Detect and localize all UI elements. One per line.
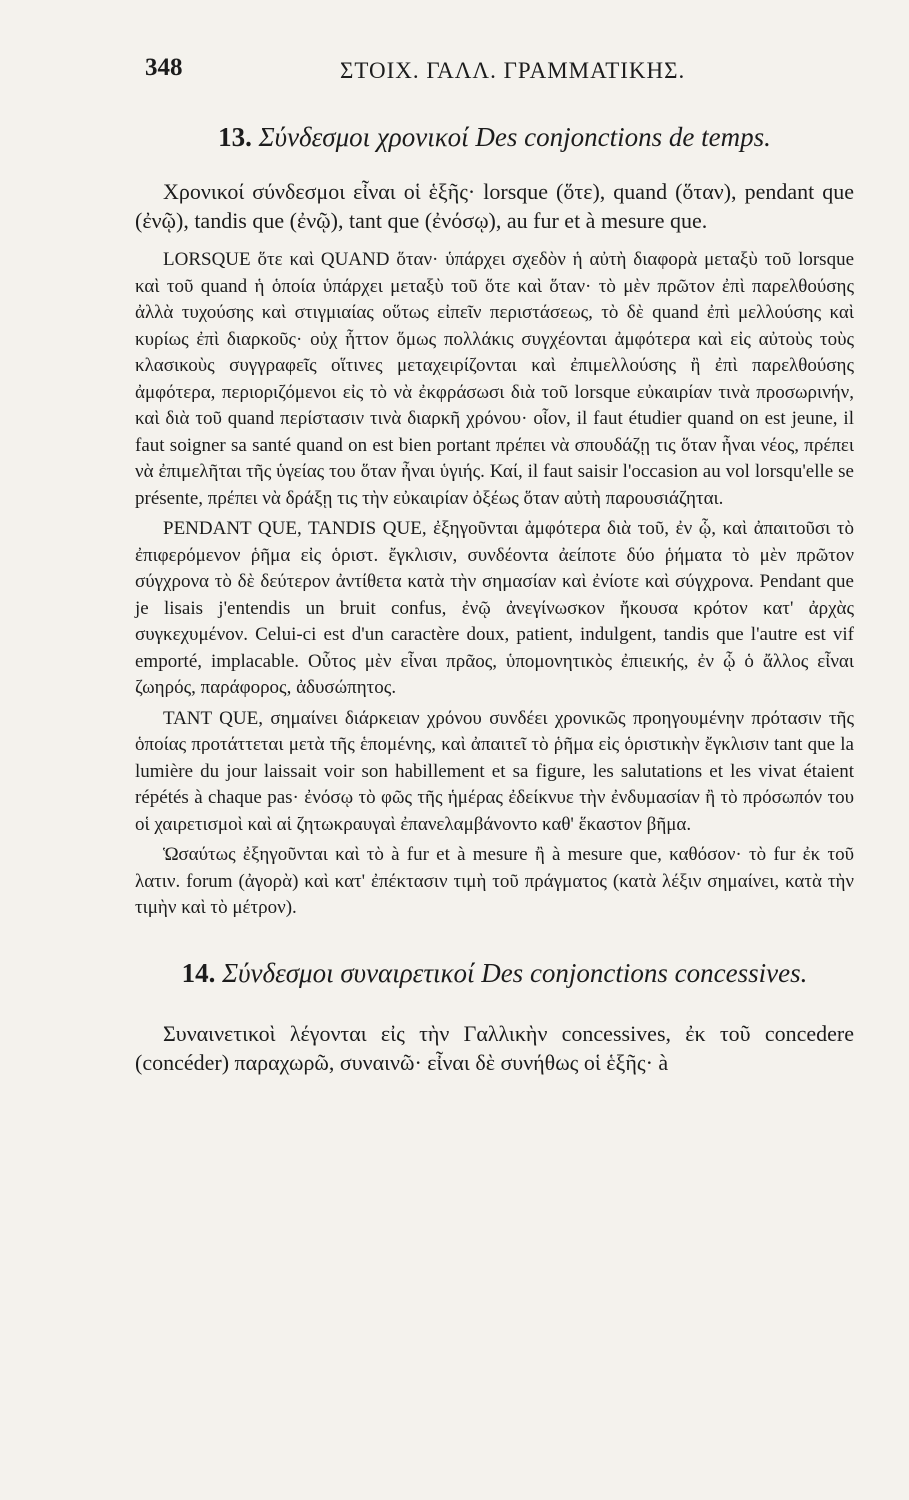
section-14-title-french: Des conjonctions concessives. <box>481 957 808 988</box>
section-13-heading <box>135 122 854 153</box>
section-13-title-french: Des conjonctions de temps. <box>475 122 771 152</box>
paragraph-lorsque-quand: LORSQUE ὅτε καὶ QUAND ὅταν· ὑπάρχει σχεδὸν ἡ αὐτὴ διαφορὰ μεταξὺ τοῦ lorsque καὶ τοῦ quand ἡ ὁποία ὑπάρχει μεταξὺ τοῦ ὅτε καὶ ὅταν· τὸ μὲν πρῶτον ἐπὶ παρελθούσης ἀλλὰ τυχούσης καὶ στιγμιαίας οὕτως εἰπεῖν περιστάσεως, τὸ δὲ quand ἐπὶ μελλούσης καὶ κυρίως ἐπὶ διαρκοῦς· οὐχ ἧττον ὅμως πολλάκις συγχέονται ἀμφότερα καὶ εἰς αὐτοὺς τοὺς κλασικοὺς συγγραφεῖς οἵτινες μεταχειρίζονται καὶ ἐπιμελλούσης ἢ ἐπὶ παρελθούσης ἀμφότερα, περιοριζόμενοι εἰς τὸ νὰ ἐκφράσωσι διὰ τοῦ lorsque εὐκαιρίαν τινὰ προσωρινήν, καὶ διὰ τοῦ quand περίστασιν τινὰ διαρκῆ χρόνου· οἷον, il faut étudier quand on est jeune, il faut soigner sa santé quand on est bien portant πρέπει νὰ σπουδάζῃ τις ὅταν ἦναι νέος, πρέπει νὰ ἐπιμελῆται τῆς ὑγείας του ὅταν ἦναι ὑγιής. Καί, il faut saisir l'occasion au vol lorsqu'elle se présente, πρέπει νὰ δράξῃ τις τὴν εὐκαιρίαν ὀξέως ὅταν αὐτὴ παρουσιάζηται. <box>135 249 854 509</box>
section-14-heading <box>135 958 854 989</box>
section-13-number: 13. <box>218 122 252 152</box>
section-13-intro: Χρονικοί σύνδεσμοι εἶναι οἱ ἑξῆς· lorsque (ὅτε), quand (ὅταν), pendant que (ἐνῷ), tandis que (ἐνῷ), tant que (ἐνόσῳ), au fur et à mesure que. <box>135 179 854 233</box>
paragraph-au-fur-et-a-mesure: Ὡσαύτως ἐξηγοῦνται καὶ τὸ à fur et à mesure ἢ à mesure que, καθόσον· τὸ fur ἐκ τοῦ λατιν. forum (ἀγορὰ) καὶ κατ' ἐπέκτασιν τιμὴ τοῦ πράγματος (κατὰ λέξιν σημαίνει, κατὰ τὴν τιμὴν καὶ τὸ μέτρον). <box>135 844 854 918</box>
paragraph-pendant-que: PENDANT QUE, TANDIS QUE, ἐξηγοῦνται ἀμφότερα διὰ τοῦ, ἐν ᾧ, καὶ ἀπαιτοῦσι τὸ ἐπιφερόμενον ῥῆμα εἰς ὁριστ. ἔγκλισιν, συνδέοντα ἀείποτε δύο ῥήματα τὸ μὲν πρῶτον σύγχρονα τὸ δὲ δεύτερον ἀντίθετα κατὰ τὴν σημασίαν καὶ ἐνίοτε καὶ σύγχρονα. Pendant que je lisais j'entendis un bruit confus, ἐνῷ ἀνεγίνωσκον ἤκουσα κρότον κατ' ἀρχὰς συγκεχυμένον. Celui-ci est d'un caractère doux, patient, indulgent, tandis que l'autre est vif emporté, implacable. Οὗτος μὲν εἶναι πρᾶος, ὑπομονητικὸς ἐπιεικής, ἐν ᾧ ὁ ἄλλος εἶναι ζωηρός, παράφορος, ἀδυσώπητος. <box>135 518 854 698</box>
section-14-intro: Συναινετικοὶ λέγονται εἰς τὴν Γαλλικὴν concessives, ἐκ τοῦ concedere (concéder) παραχωρῶ, συναινῶ· εἶναι δὲ συνήθως οἱ ἑξῆς· à <box>135 1020 854 1075</box>
running-title: ΣΤΟΙΧ. ΓΑΛΛ. ΓΡΑΜΜΑΤΙΚΗΣ. <box>340 58 686 83</box>
page-number: 348 <box>145 54 183 81</box>
section-13-title-greek: Σύνδεσμοι χρονικοί <box>258 122 469 152</box>
section-14-title-greek: Σύνδεσμοι συναιρετικοί <box>222 957 475 988</box>
section-14-number: 14. <box>181 957 216 988</box>
running-head <box>135 40 854 100</box>
paragraph-tant-que: TANT QUE, σημαίνει διάρκειαν χρόνου συνδέει χρονικῶς προηγουμένην πρότασιν τῆς ὁποίας προτάττεται μετὰ τῆς ἑπομένης, καὶ ἀπαιτεῖ τὸ ῥῆμα εἰς ὁριστικὴν ἔγκλισιν tant que la lumière du jour laissait voir son habillement et sa figure, les salutations et les vivat étaient répétés à chaque pas· ἐνόσῳ τὸ φῶς τῆς ἡμέρας ἐδείκνυε τὴν ἐνδυμασίαν ἢ τὸ πρόσωπόν του οἱ χαιρετισμοὶ καὶ αἱ ζητωκραυγαὶ ἐπανελαμβάνοντο καθ' ἕκαστον βῆμα. <box>135 707 854 835</box>
